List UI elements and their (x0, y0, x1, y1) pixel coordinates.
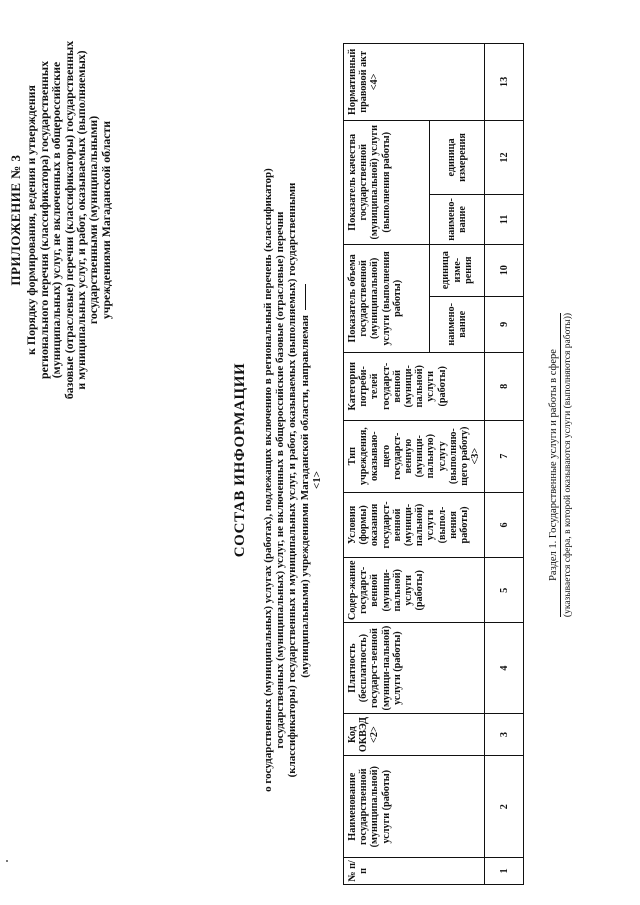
blank-underline (305, 284, 306, 310)
column-number: 5 (485, 558, 524, 623)
column-number: 12 (485, 120, 524, 194)
section-heading (548, 55, 574, 875)
header-legal-act: Нормативный правовой акт <4> (344, 44, 485, 121)
appendix-line: регионального перечня (классификатора) государственных (36, 61, 51, 379)
appendix-line: базовые (отраслевые) перечни (классификаторы) государственных (61, 40, 76, 400)
info-table (343, 43, 524, 885)
header-no: № п/п (344, 857, 485, 884)
intro-line (299, 90, 311, 870)
column-number: 13 (485, 44, 524, 121)
table-header-row (344, 44, 430, 885)
column-number: 2 (485, 756, 524, 857)
column-number: 1 (485, 857, 524, 884)
intro-line: государственных (муниципальных) услуг, не включенных в общероссийские базовые (отраслевые) перечни (274, 211, 287, 749)
column-number: 7 (485, 420, 524, 492)
appendix-line: и муниципальных услуг, и работ, оказываемых (выполняемых) (74, 50, 89, 390)
appendix-number: ПРИЛОЖЕНИЕ № 3 (8, 154, 23, 286)
section-note: (указывается сфера, в которой оказываются услуги (выполняются работы)) (560, 313, 574, 617)
header-volume-indicator: Показатель объема государственной (муниципальной) услуги (выполнения работы) (344, 244, 430, 352)
rotated-document-page (0, 20, 640, 905)
appendix-line: государственными (муниципальными) (86, 115, 101, 325)
column-number: 6 (485, 492, 524, 557)
column-number: 11 (485, 195, 524, 245)
header-consumer-categories: Категории потреби-телей государст-венной (муници-пальной) услуги (работы) (344, 352, 485, 420)
column-number: 4 (485, 623, 524, 713)
subheader-quality-unit: единица измерения (430, 120, 485, 194)
header-service-name: Наименование государственной (муниципальной) услуги (работы) (344, 756, 485, 857)
column-number: 8 (485, 352, 524, 420)
appendix-line: учреждениями Магаданской области (98, 120, 113, 320)
intro-line: о государственных (муниципальных) услугах (работах), подлежащих включению в региональный перечень (классификатор) (262, 168, 274, 792)
footnote-marker: <1> (310, 470, 323, 490)
intro-line-text: (муниципальными) учреждениями Магаданской области, направляемая (298, 315, 311, 678)
appendix-line: (муниципальных) услуг, не включенных в общероссийские (49, 61, 64, 379)
header-institution-type: Тип учреждения, оказываю-щего государст-венную (муници-пальную) услугу (выполняю-щего работу) <3> (344, 420, 485, 492)
column-number: 3 (485, 713, 524, 756)
column-number: 9 (485, 296, 524, 352)
section-title: Раздел 1. Государственные услуги и работы в сфере (548, 349, 559, 581)
appendix-line: к Порядку формирования, ведения и утверждения (24, 85, 39, 355)
header-quality-indicator: Показатель качества государственной (муниципальной) услуги (выполнения работы) (344, 120, 430, 244)
header-okved: Код ОКВЭД <2> (344, 713, 485, 756)
subheader-volume-unit: единица изме-рения (430, 244, 485, 296)
header-conditions: Условия (формы) оказания государст-венной (муници-пальной) услуги (выпол-нения работы) (344, 492, 485, 557)
column-number-row (485, 44, 524, 885)
header-payment: Платность (бесплатность) государст-венной (муници-пальной) услуги (работы) (344, 623, 485, 713)
subheader-quality-name: наимено-вание (430, 195, 485, 245)
header-content: Содер-жание государст-венной (муници-пальной) услуги (работы) (344, 558, 485, 623)
intro-line: (классификаторы) государственных и муниципальных услуг, и работ, оказываемых (выполняемых) государственными (286, 182, 299, 778)
subheader-volume-name: наимено-вание (430, 296, 485, 352)
document-title: СОСТАВ ИНФОРМАЦИИ (232, 362, 248, 558)
column-number: 10 (485, 244, 524, 296)
appendix-header (10, 40, 112, 400)
intro-text (262, 90, 323, 870)
